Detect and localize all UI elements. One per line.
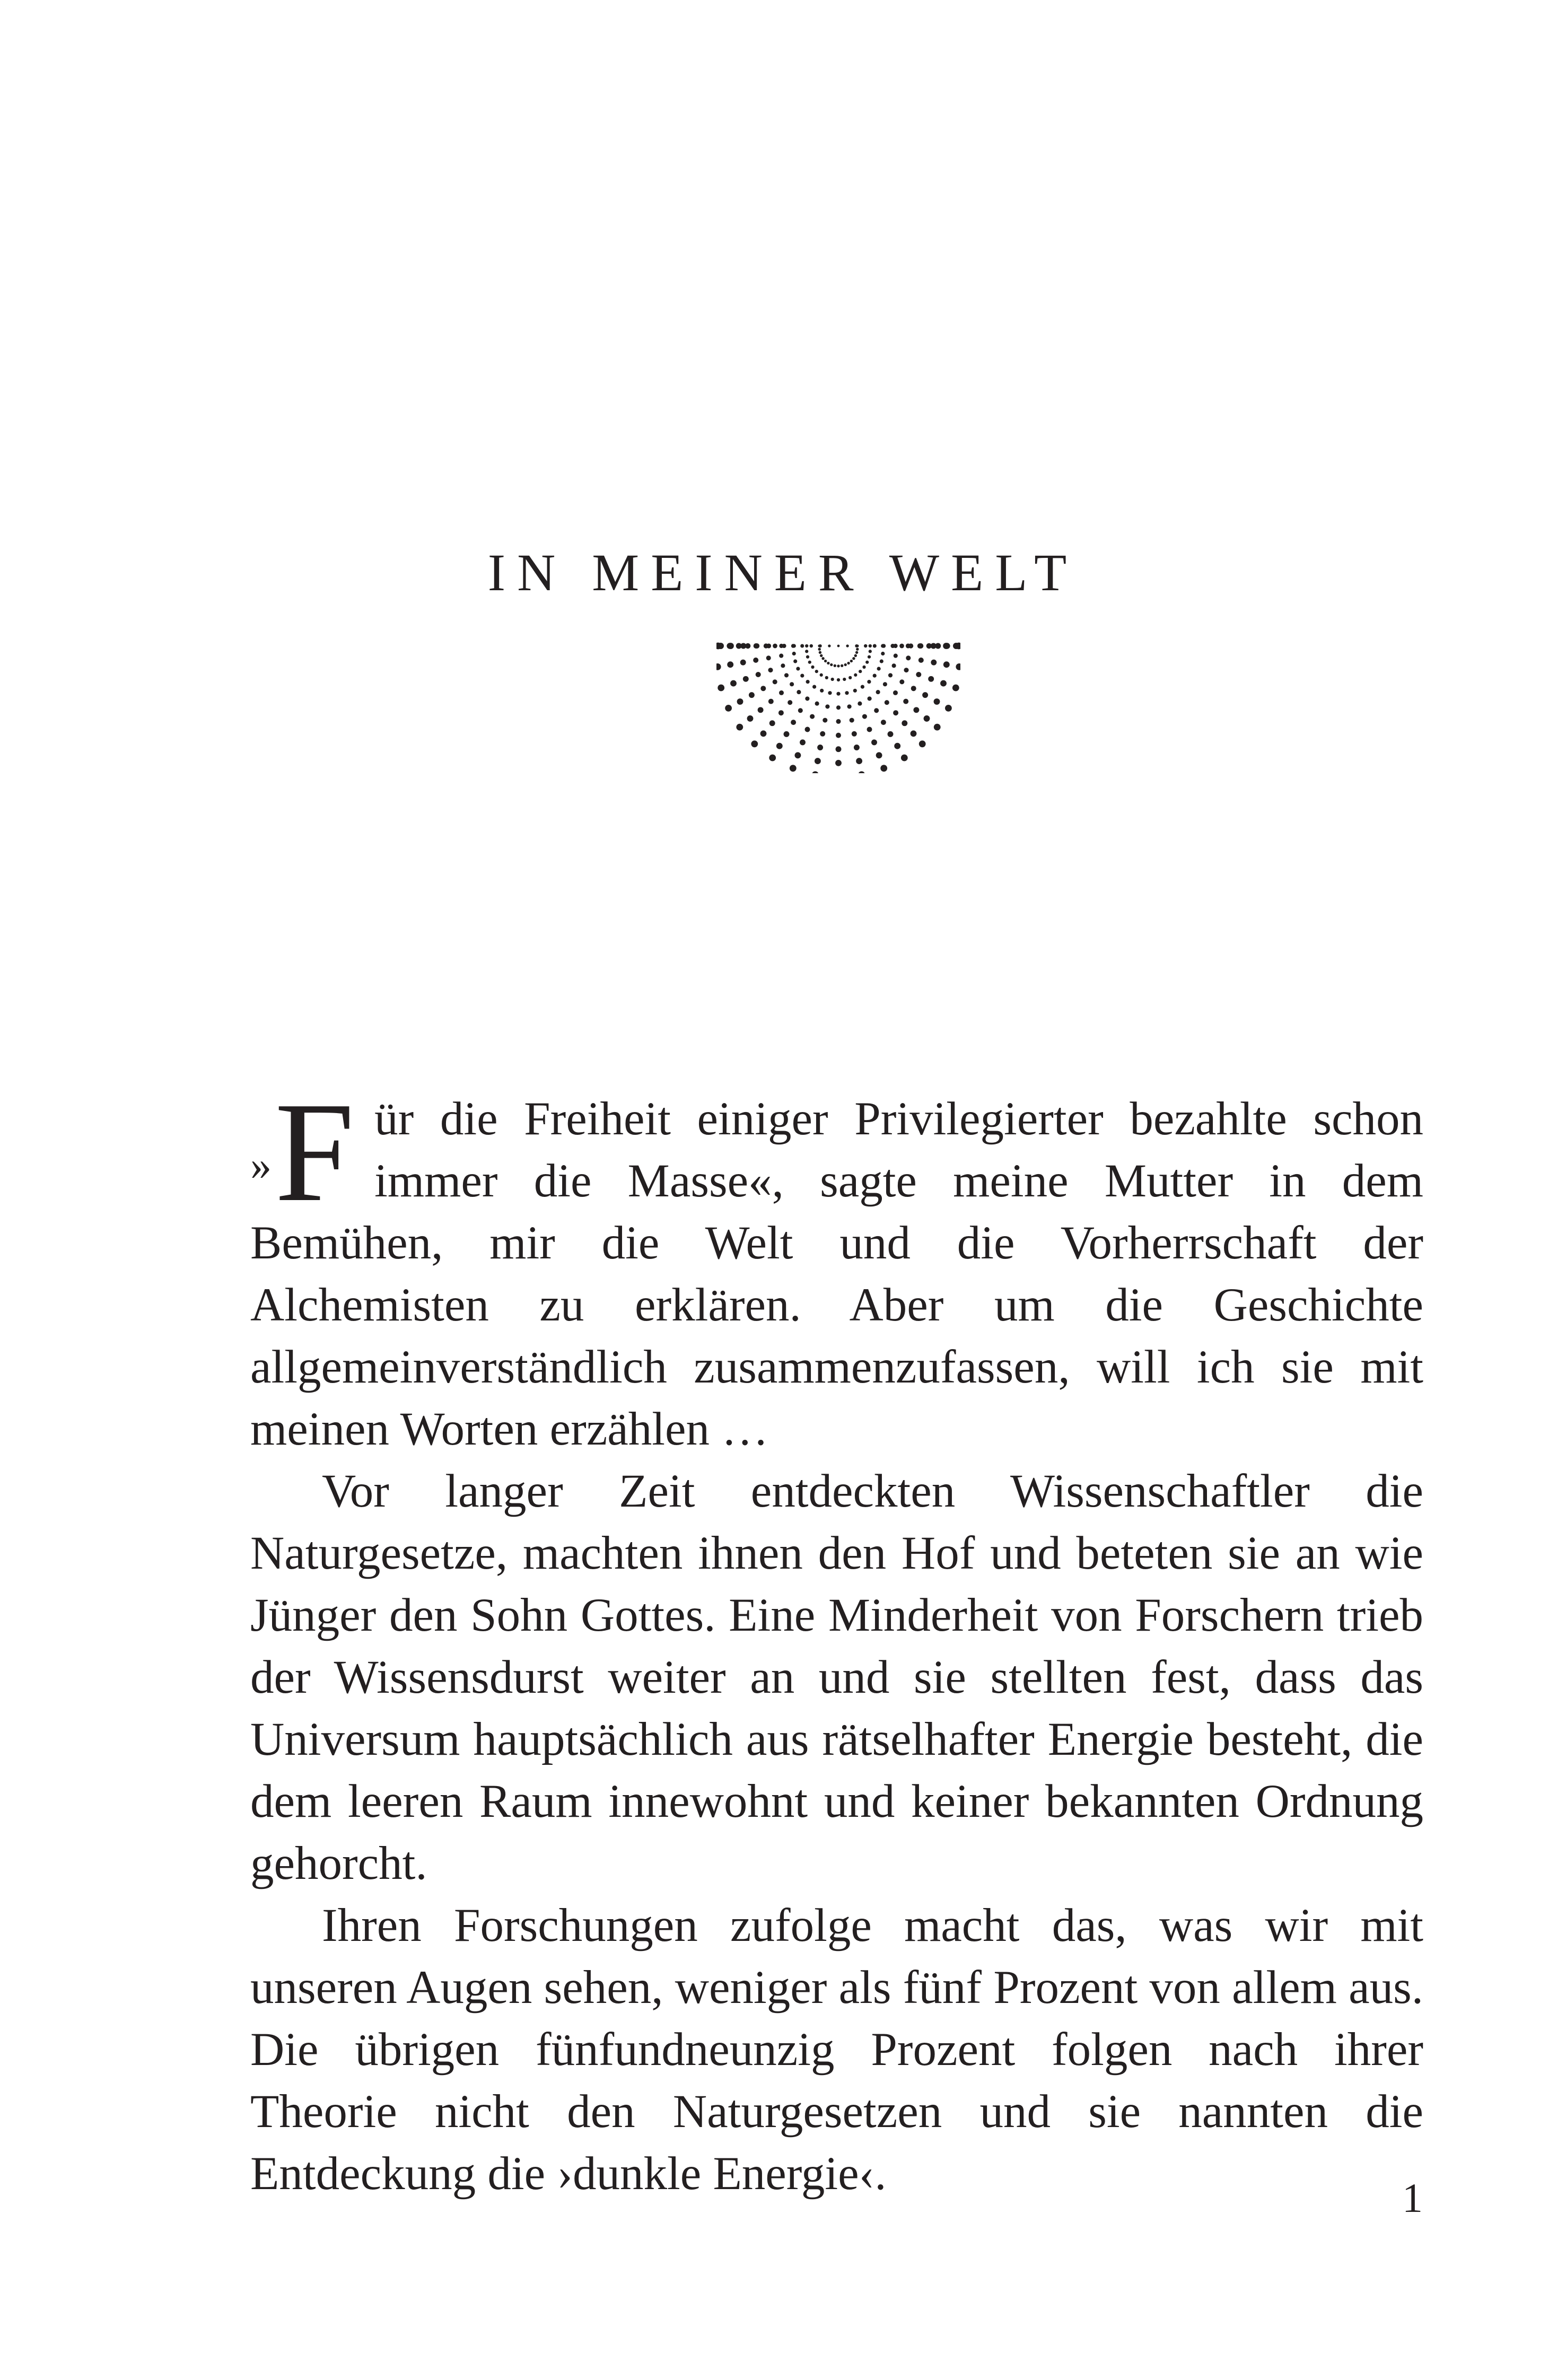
ornament-dot bbox=[940, 680, 947, 687]
ornament-dot bbox=[916, 672, 921, 677]
ornament-dot bbox=[836, 746, 842, 752]
ornament-dot bbox=[894, 743, 900, 749]
ornament-dot bbox=[853, 689, 857, 693]
drop-cap-letter: F bbox=[275, 1073, 355, 1231]
ornament-dot bbox=[778, 710, 784, 715]
ornament-dot bbox=[902, 720, 907, 726]
ornament-dot bbox=[928, 676, 934, 682]
ornament-dot bbox=[835, 760, 842, 766]
ornament-dot bbox=[871, 739, 877, 745]
ornament-dot bbox=[825, 676, 828, 679]
ornament-dot bbox=[868, 696, 872, 701]
ornament-dot bbox=[890, 644, 895, 648]
ornament-dot bbox=[881, 652, 885, 655]
ornament-dot bbox=[793, 659, 797, 663]
ornament-dot bbox=[850, 660, 853, 662]
ornament-dot bbox=[874, 708, 879, 713]
ornament-dot bbox=[869, 644, 872, 648]
ornament-dot bbox=[812, 685, 816, 689]
paragraph-1 bbox=[250, 1073, 1423, 1460]
ornament-dot bbox=[911, 730, 917, 737]
ornament-dot bbox=[800, 739, 806, 745]
ornament-dot bbox=[913, 707, 919, 713]
ornament-dot bbox=[818, 648, 821, 651]
ornament-dot bbox=[815, 670, 818, 673]
ornament-dot bbox=[854, 673, 857, 677]
ornament-dot bbox=[790, 765, 797, 772]
ornament-dot bbox=[784, 731, 790, 737]
ornament-dot bbox=[820, 731, 825, 737]
ornament-dot bbox=[779, 690, 784, 695]
ornament-dot bbox=[919, 740, 926, 747]
ornament-dot bbox=[810, 644, 813, 648]
ornament-dot bbox=[828, 691, 832, 695]
ornament-dot bbox=[820, 654, 823, 657]
ornament-dot bbox=[868, 655, 871, 659]
ornament-dot bbox=[794, 752, 801, 758]
ornament-dot bbox=[805, 650, 808, 653]
ornament-dot bbox=[773, 644, 777, 649]
ornament-dot bbox=[867, 680, 871, 684]
ornament-dot bbox=[811, 666, 814, 669]
ornament-dot bbox=[837, 645, 840, 648]
ornament-dot bbox=[810, 714, 815, 719]
ornament-dot bbox=[836, 719, 841, 724]
ornament-dot bbox=[766, 655, 771, 660]
ornament-dot bbox=[791, 720, 796, 725]
ornament-dot bbox=[756, 672, 761, 677]
ornament-dot bbox=[845, 691, 848, 695]
ornament-dot bbox=[821, 657, 824, 660]
ornament-dot bbox=[819, 644, 822, 648]
ornament-dot bbox=[844, 663, 847, 666]
ornament-dot bbox=[718, 643, 724, 649]
ornament-dot bbox=[945, 705, 952, 712]
ornament-dot bbox=[934, 698, 940, 705]
ornament-dot bbox=[760, 686, 766, 691]
ornament-dot bbox=[782, 644, 786, 648]
radiating-dots-ornament-icon bbox=[716, 635, 960, 773]
ornament-dot bbox=[931, 660, 937, 666]
ornament-dot bbox=[843, 678, 846, 681]
ornament-dot bbox=[791, 644, 795, 648]
ornament-dot bbox=[805, 696, 809, 701]
ornament-dot bbox=[768, 668, 773, 672]
ornament-dot bbox=[796, 667, 800, 670]
ornament-dot bbox=[806, 655, 809, 659]
paragraph-1-text: ür die Freiheit einiger Privilegierter bezahlte schon immer die Masse«, sagte meine Mutter in dem Bemühen, mir die Welt und die Vorherrschaft der Alchemisten zu erklären. Aber um die Geschichte allgemeinverständlich zusammenzufassen, will ich sie mit meinen Worten erzählen … bbox=[250, 1093, 1423, 1455]
ornament-dot bbox=[935, 643, 941, 649]
ornament-dot bbox=[749, 692, 755, 698]
ornament-dot bbox=[892, 663, 896, 668]
ornament-dot bbox=[828, 644, 830, 647]
ornament-dot bbox=[758, 707, 764, 713]
ornament-dot bbox=[952, 685, 959, 692]
ornament-dot bbox=[800, 644, 804, 648]
ornament-dot bbox=[747, 715, 754, 722]
ornament-dot bbox=[827, 662, 829, 664]
ornament-dot bbox=[847, 662, 850, 664]
ornament-dot bbox=[852, 731, 857, 737]
ornament-dot bbox=[903, 699, 908, 704]
ornament-dot bbox=[730, 680, 737, 687]
ornament-dot bbox=[848, 676, 852, 679]
ornament-dot bbox=[899, 644, 904, 649]
ornament-dot bbox=[908, 643, 913, 648]
ornament-dot bbox=[882, 644, 886, 648]
ornament-dot bbox=[806, 680, 810, 684]
ornament-dot bbox=[854, 745, 860, 750]
ornament-dot bbox=[815, 758, 821, 764]
ornament-dot bbox=[768, 699, 774, 704]
ornament-dot bbox=[865, 661, 869, 664]
ornament-dot bbox=[830, 663, 833, 666]
ornament-dot bbox=[880, 765, 887, 772]
ornament-dot bbox=[836, 733, 841, 738]
ornament-dot bbox=[776, 743, 783, 749]
ornament-dot bbox=[736, 724, 743, 731]
ornament-dot bbox=[825, 704, 829, 708]
ornament-dot bbox=[837, 664, 839, 667]
ornament-dot bbox=[716, 663, 721, 670]
ornament-dot bbox=[869, 650, 872, 653]
ornament-dot bbox=[867, 727, 872, 732]
ornament-dot bbox=[917, 643, 923, 649]
ornament-dot bbox=[876, 752, 882, 758]
ornament-dot bbox=[854, 654, 857, 657]
ornament-dot bbox=[861, 685, 864, 689]
ornament-dot bbox=[831, 678, 834, 681]
ornament-dot bbox=[911, 686, 916, 691]
ornament-dot bbox=[836, 692, 840, 696]
drop-cap-quote: » bbox=[250, 1142, 272, 1189]
ornament-dot bbox=[888, 673, 893, 677]
ornament-dot bbox=[727, 643, 732, 649]
ornament-dot bbox=[885, 700, 889, 705]
ornament-dot bbox=[737, 698, 743, 705]
ornament-dot bbox=[805, 644, 808, 648]
ornament-dot bbox=[847, 704, 852, 708]
ornament-dot bbox=[798, 708, 803, 713]
ornament-dot bbox=[815, 702, 819, 706]
ornament-dot bbox=[788, 700, 792, 705]
ornament-dot bbox=[883, 682, 887, 686]
ornament-dot bbox=[754, 643, 759, 649]
ornament-dot bbox=[906, 655, 911, 660]
ornament-dot bbox=[899, 679, 904, 684]
ornament-dot bbox=[850, 718, 854, 723]
ornament-dot bbox=[944, 643, 950, 649]
ornament-dot bbox=[837, 678, 840, 681]
ornament-dot bbox=[779, 654, 783, 658]
ornament-dot bbox=[743, 676, 749, 682]
ornament-dot bbox=[824, 660, 827, 662]
ornament-dot bbox=[953, 643, 959, 649]
ornament-dot bbox=[852, 657, 855, 660]
ornament-dot bbox=[760, 730, 767, 737]
ornament-dot bbox=[819, 651, 821, 654]
drop-cap bbox=[250, 1073, 355, 1231]
ornament-dot bbox=[736, 643, 742, 649]
ornament-dot bbox=[893, 710, 898, 715]
ornament-dot bbox=[934, 724, 941, 731]
chapter-title: IN MEINER WELT bbox=[487, 543, 1079, 602]
ornament-dot bbox=[873, 644, 877, 648]
ornament-dot bbox=[792, 652, 796, 655]
ornament-dot bbox=[769, 720, 775, 726]
ornament-dot bbox=[893, 690, 898, 695]
ornament-dot bbox=[862, 714, 867, 719]
ornament-dot bbox=[812, 771, 819, 773]
ornament-dot bbox=[876, 690, 880, 694]
ornament-dot bbox=[740, 660, 746, 666]
ornament-dot bbox=[918, 658, 924, 663]
ornament-dot bbox=[745, 643, 750, 649]
ornament-dot bbox=[753, 658, 758, 663]
ornament-dot bbox=[858, 702, 862, 706]
ornament-dot bbox=[769, 755, 776, 762]
ornament-dot bbox=[841, 664, 843, 667]
ornament-dot bbox=[790, 682, 794, 686]
paragraph-2: Vor langer Zeit entdeckten Wissenschaftler die Naturgesetze, machten ihnen den Hof und beteten sie an wie Jünger den Sohn Gottes. Eine Minderheit von Forschern trieb der Wissensdurst weiter an und sie stellten fest, dass das Universum hauptsächlich aus rätselhafter Energie besteht, die dem leeren Raum innewohnt und keiner bekannten Ordnung gehorcht. bbox=[250, 1465, 1423, 1889]
ornament-dot bbox=[808, 661, 811, 664]
ornament-dot bbox=[820, 673, 823, 677]
ornament-dot bbox=[751, 740, 758, 747]
ornament-dot bbox=[836, 705, 841, 710]
ornament-dot bbox=[764, 643, 768, 648]
ornament-dot bbox=[888, 731, 894, 737]
ornament-dot bbox=[881, 720, 886, 725]
ornament-dot bbox=[784, 673, 789, 677]
ornament-dot bbox=[856, 648, 859, 651]
ornament-dot bbox=[901, 755, 908, 762]
ornament-dot bbox=[834, 664, 836, 667]
ornament-dot bbox=[880, 659, 883, 663]
ornament-dot bbox=[859, 670, 862, 673]
ornament-dot bbox=[862, 666, 865, 669]
ornament-dot bbox=[922, 692, 928, 698]
ornament-dot bbox=[800, 674, 804, 678]
chapter-body bbox=[250, 1073, 1424, 2205]
ornament-dot bbox=[718, 685, 724, 692]
ornament-dot bbox=[956, 663, 960, 670]
ornament-dot bbox=[894, 654, 898, 658]
ornament-dot bbox=[864, 644, 867, 648]
ornament-dot bbox=[858, 771, 865, 773]
ornament-dot bbox=[856, 758, 862, 764]
ornament-dot bbox=[926, 643, 932, 649]
ornament-dot bbox=[797, 690, 801, 694]
ornament-dot bbox=[924, 715, 930, 722]
ornament-dot bbox=[855, 644, 858, 648]
ornament-dot bbox=[773, 679, 777, 684]
ornament-dot bbox=[805, 727, 810, 732]
ornament-dot bbox=[904, 668, 908, 672]
ornament-dot bbox=[855, 651, 858, 654]
ornament-dot bbox=[877, 667, 881, 670]
page-number: 1 bbox=[1402, 2175, 1423, 2221]
ornament-dot bbox=[943, 661, 950, 668]
ornament-dot bbox=[727, 661, 733, 668]
ornament-dot bbox=[823, 718, 827, 723]
ornament-dot bbox=[873, 674, 877, 678]
ornament-dot bbox=[846, 644, 848, 647]
paragraph-3: Ihren Forschungen zufolge macht das, was wir mit unseren Augen sehen, weniger als fünf Prozent von allem aus. Die übrigen fünfundneunzig Prozent folgen nach ihrer Theorie nicht den Naturgesetzen und sie nannten die Entdeckung die ›dunkle Energie‹. bbox=[250, 1900, 1424, 2200]
ornament-dot bbox=[725, 705, 732, 712]
ornament-dot bbox=[817, 745, 823, 750]
ornament-dot bbox=[820, 689, 824, 693]
ornament-dot bbox=[781, 663, 785, 668]
